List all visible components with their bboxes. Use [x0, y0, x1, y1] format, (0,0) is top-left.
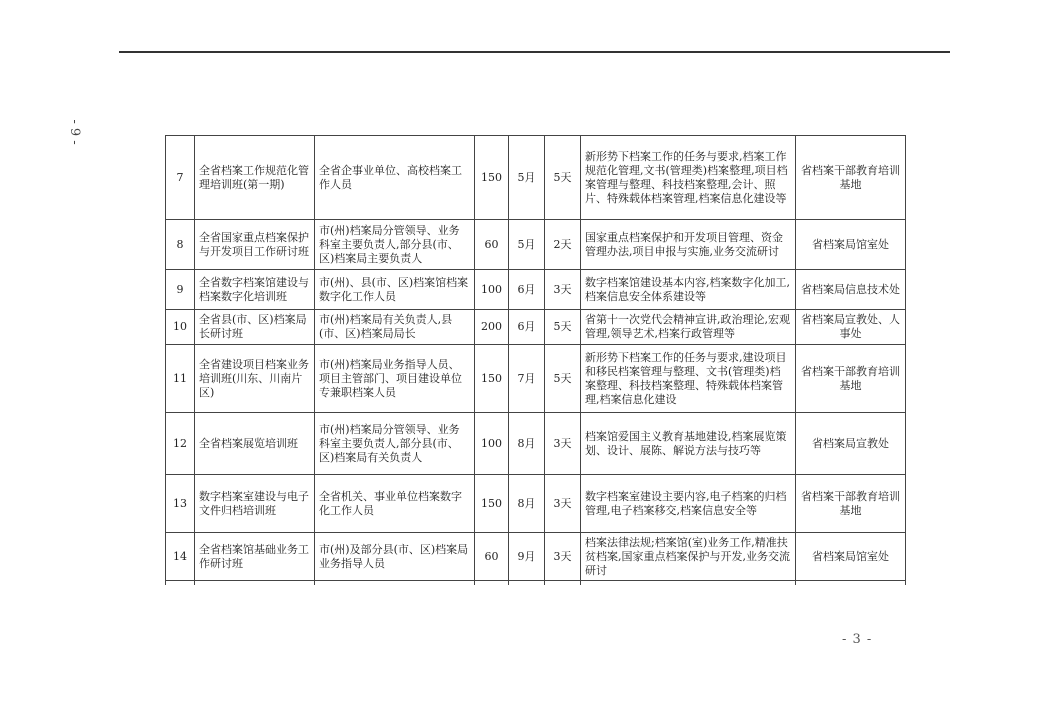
row-number-cell: 9 [166, 270, 195, 310]
course-name-cell: 数字档案室建设与电子文件归档培训班 [195, 475, 315, 533]
month-cell: 5月 [509, 136, 545, 220]
organizer-cell: 省档案干部教育培训基地 [796, 345, 906, 413]
month-cell: 6月 [509, 270, 545, 310]
table-continuation [166, 581, 906, 586]
organizer-cell: 省档案局宣教处、人事处 [796, 310, 906, 345]
continuation-cell [581, 581, 796, 586]
duration-cell: 5天 [545, 345, 581, 413]
participant-count-cell: 150 [475, 136, 509, 220]
continuation-cell [475, 581, 509, 586]
continuation-cell [509, 581, 545, 586]
table-row [166, 533, 906, 581]
duration-cell: 3天 [545, 533, 581, 581]
course-name-cell: 全省数字档案馆建设与档案数字化培训班 [195, 270, 315, 310]
course-content-cell: 档案馆爱国主义教育基地建设,档案展览策划、设计、展陈、解说方法与技巧等 [581, 413, 796, 475]
course-name-cell: 全省建设项目档案业务培训班(川东、川南片区) [195, 345, 315, 413]
course-name-cell: 全省档案工作规范化管理培训班(第一期) [195, 136, 315, 220]
table-row [166, 270, 906, 310]
course-content-cell: 档案法律法规;档案馆(室)业务工作,精准扶贫档案,国家重点档案保护与开发,业务交流研讨 [581, 533, 796, 581]
month-cell: 8月 [509, 475, 545, 533]
target-audience-cell: 全省机关、事业单位档案数字化工作人员 [315, 475, 475, 533]
participant-count-cell: 150 [475, 345, 509, 413]
participant-count-cell: 150 [475, 475, 509, 533]
organizer-cell: 省档案局馆室处 [796, 533, 906, 581]
row-number-cell: 13 [166, 475, 195, 533]
duration-cell: 3天 [545, 270, 581, 310]
course-name-cell: 全省档案馆基础业务工作研讨班 [195, 533, 315, 581]
participant-count-cell: 100 [475, 270, 509, 310]
course-content-cell: 省第十一次党代会精神宣讲,政治理论,宏观管理,领导艺术,档案行政管理等 [581, 310, 796, 345]
row-number-cell: 12 [166, 413, 195, 475]
target-audience-cell: 市(州)、县(市、区)档案馆档案数字化工作人员 [315, 270, 475, 310]
continuation-cell [195, 581, 315, 586]
organizer-cell: 省档案局馆室处 [796, 220, 906, 270]
target-audience-cell: 市(州)及部分县(市、区)档案局业务指导人员 [315, 533, 475, 581]
target-audience-cell: 全省企事业单位、高校档案工作人员 [315, 136, 475, 220]
table-body [166, 136, 906, 586]
organizer-cell: 省档案干部教育培训基地 [796, 136, 906, 220]
duration-cell: 3天 [545, 413, 581, 475]
table-row [166, 136, 906, 220]
continuation-cell [796, 581, 906, 586]
course-content-cell: 数字档案馆建设基本内容,档案数字化加工,档案信息安全体系建设等 [581, 270, 796, 310]
course-name-cell: 全省国家重点档案保护与开发项目工作研讨班 [195, 220, 315, 270]
organizer-cell: 省档案干部教育培训基地 [796, 475, 906, 533]
course-content-cell: 新形势下档案工作的任务与要求,建设项目和移民档案管理与整理、文书(管理类)档案整理、科技档案整理、特殊载体档案管理,档案信息化建设 [581, 345, 796, 413]
month-cell: 8月 [509, 413, 545, 475]
month-cell: 6月 [509, 310, 545, 345]
header-rule [119, 51, 950, 53]
course-content-cell: 新形势下档案工作的任务与要求,档案工作规范化管理,文书(管理类)档案整理,项目档案管理与整理、科技档案整理,会计、照片、特殊载体档案管理,档案信息化建设等 [581, 136, 796, 220]
row-number-cell: 14 [166, 533, 195, 581]
course-content-cell: 数字档案室建设主要内容,电子档案的归档管理,电子档案移交,档案信息安全等 [581, 475, 796, 533]
table-row [166, 413, 906, 475]
target-audience-cell: 市(州)档案局有关负责人,县(市、区)档案局局长 [315, 310, 475, 345]
side-page-number: - 9 - [67, 119, 82, 145]
duration-cell: 5天 [545, 136, 581, 220]
row-number-cell: 10 [166, 310, 195, 345]
month-cell: 5月 [509, 220, 545, 270]
row-number-cell: 11 [166, 345, 195, 413]
month-cell: 7月 [509, 345, 545, 413]
table-row [166, 475, 906, 533]
course-name-cell: 全省档案展览培训班 [195, 413, 315, 475]
row-number-cell: 7 [166, 136, 195, 220]
participant-count-cell: 100 [475, 413, 509, 475]
course-content-cell: 国家重点档案保护和开发项目管理、资金管理办法,项目申报与实施,业务交流研讨 [581, 220, 796, 270]
duration-cell: 5天 [545, 310, 581, 345]
target-audience-cell: 市(州)档案局业务指导人员、项目主管部门、项目建设单位专兼职档案人员 [315, 345, 475, 413]
training-plan-table [165, 135, 906, 585]
participant-count-cell: 200 [475, 310, 509, 345]
target-audience-cell: 市(州)档案局分管领导、业务科室主要负责人,部分县(市、区)档案局有关负责人 [315, 413, 475, 475]
row-number-cell: 8 [166, 220, 195, 270]
organizer-cell: 省档案局信息技术处 [796, 270, 906, 310]
table-row [166, 345, 906, 413]
table-row [166, 220, 906, 270]
target-audience-cell: 市(州)档案局分管领导、业务科室主要负责人,部分县(市、区)档案局主要负责人 [315, 220, 475, 270]
continuation-cell [545, 581, 581, 586]
organizer-cell: 省档案局宣教处 [796, 413, 906, 475]
month-cell: 9月 [509, 533, 545, 581]
course-name-cell: 全省县(市、区)档案局长研讨班 [195, 310, 315, 345]
participant-count-cell: 60 [475, 220, 509, 270]
duration-cell: 3天 [545, 475, 581, 533]
page-number: - 3 - [842, 632, 873, 647]
continuation-cell [166, 581, 195, 586]
participant-count-cell: 60 [475, 533, 509, 581]
duration-cell: 2天 [545, 220, 581, 270]
continuation-cell [315, 581, 475, 586]
table-row [166, 310, 906, 345]
